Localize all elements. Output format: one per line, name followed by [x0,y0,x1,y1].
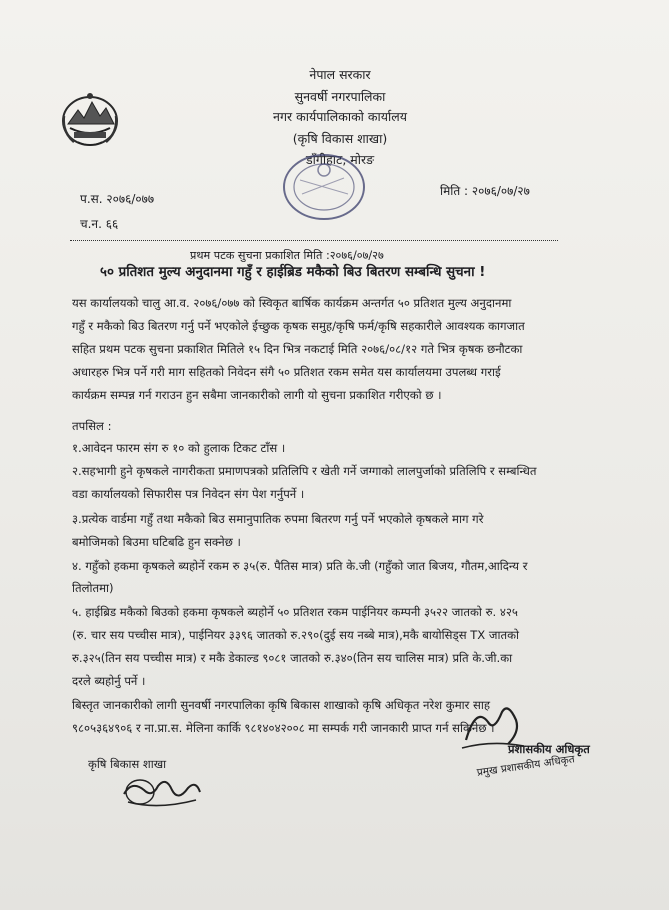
signatory-title: प्रमुख प्रशासकीय अधिकृत [476,753,576,779]
intro-line: कार्यक्रम सम्पन्न गर्न गराउन हुन सबैमा जानकारीको लागी यो सुचना प्रकाशित गरीएको छ । [72,388,442,402]
list-item: तिलोतमा) [72,581,114,595]
list-item: २.सहभागी हुने कृषकले नागरीकता प्रमाणपत्रको प्रतिलिपि र खेती गर्ने जग्गाको लालपुर्जाको प्रतिलिपि र सम्बन्धित [72,464,537,478]
list-item: ४. गहुँको हकमा कृषकले ब्यहोर्ने रकम रु ३५(रु. पैतिस मात्र) प्रति के.जी (गहुँको जात बिजय, गौतम,आदिन्य र [72,559,528,573]
header-gov: नेपाल सरकार [309,67,371,82]
dispatch-number: च.न. ६६ [80,217,119,231]
intro-line: अधारहरु भित्र पर्ने गरी माग सहितको निवेदन संगै ५० प्रतिशत रकम समेत यस कार्यालयमा उपलब्ध गराई [72,365,501,379]
list-item: ३.प्रत्येक वार्डमा गहुँ तथा मकैको बिउ समानुपातिक रुपमा बितरण गर्नु पर्ने भएकोले कृषकले माग गरे [72,512,484,526]
first-published-date: प्रथम पटक सुचना प्रकाशित मिति :२०७६/०७/२७ [190,249,384,262]
list-item: बमोजिमको बिउमा घटिबढि हुन सक्नेछ । [72,535,241,549]
intro-line: गहुँ र मकैको बिउ बितरण गर्नु पर्ने भएकोले ईच्छुक कृषक समुह/कृषि फर्म/कृषि सहकारीले आवश्यक कागजात [72,319,525,333]
header-branch: (कृषि विकास शाखा) [292,131,388,146]
ref-number: प.स. २०७६/०७७ [80,192,155,206]
nepal-emblem-icon [58,88,122,150]
list-item: दरले ब्यहोर्नु पर्ने । [72,674,146,688]
header-municipality: सुनवर्षी नगरपालिका [294,89,386,104]
issue-date: मिति : २०७६/०७/२७ [440,184,530,198]
tapsil-heading: तपसिल : [72,419,112,433]
signatory-name: प्रशासकीय अधिकृत [508,742,590,756]
notice-title: ५० प्रतिशत मुल्य अनुदानमा गहुँ र हाईब्रिड मकैको बिउ बितरण सम्बन्धि सुचना ! [100,265,486,280]
header-office: नगर कार्यपालिकाको कार्यालय [273,109,407,124]
list-item: १.आवेदन फारम संग रु १० को हुलाक टिकट टाँस । [72,441,286,455]
list-item: ५. हाईब्रिड मकैको बिउको हकमा कृषकले ब्यहोर्ने ५० प्रतिशत रकम पाईनियर कम्पनी ३५२२ जातको रु. ४२५ [72,605,518,619]
list-item: रु.३२५(तिन सय पच्चीस मात्र) र मकै डेकाल्ड ९०८१ जातको रु.३४०(तिन सय चालिस मात्र) प्रति के.जी.का [72,651,513,665]
list-item: वडा कार्यालयको सिफारीस पत्र निवेदन संग पेश गर्नुपर्ने । [72,487,305,501]
contact-line: ९८०५३६४९०६ र ना.प्रा.स. मेलिना कार्कि ९८१४०४२००८ मा सम्पर्क गरी जानकारी प्राप्त गर्न सकिनेछ । [72,721,495,735]
footer-branch-label: कृषि बिकास शाखा [88,757,167,771]
contact-line: बिस्तृत जानकारीको लागी सुनवर्षी नगरपालिका कृषि बिकास शाखाको कृषि अधिकृत नरेश कुमार साह [72,698,491,712]
intro-line: सहित प्रथम पटक सुचना प्रकाशित मितिले १५ दिन भित्र नकटाई मिति २०७६/०८/१२ गते भित्र कृषक छनौटका [72,342,523,356]
dotted-divider [70,240,558,241]
left-signature [118,772,206,814]
intro-line: यस कार्यालयको चालु आ.व. २०७६/०७७ को स्विकृत बार्षिक कार्यक्रम अन्तर्गत ५० प्रतिशत मुल्य अनुदानमा [72,296,512,310]
header-address: डाँगीहाट, मोरङ [305,152,375,167]
office-stamp [278,150,370,224]
list-item: (रु. चार सय पच्चीस मात्र), पाईनियर ३३९६ जातको रु.२९०(दुई सय नब्बे मात्र),मकै बायोसिड्स TX जातको [72,628,520,642]
